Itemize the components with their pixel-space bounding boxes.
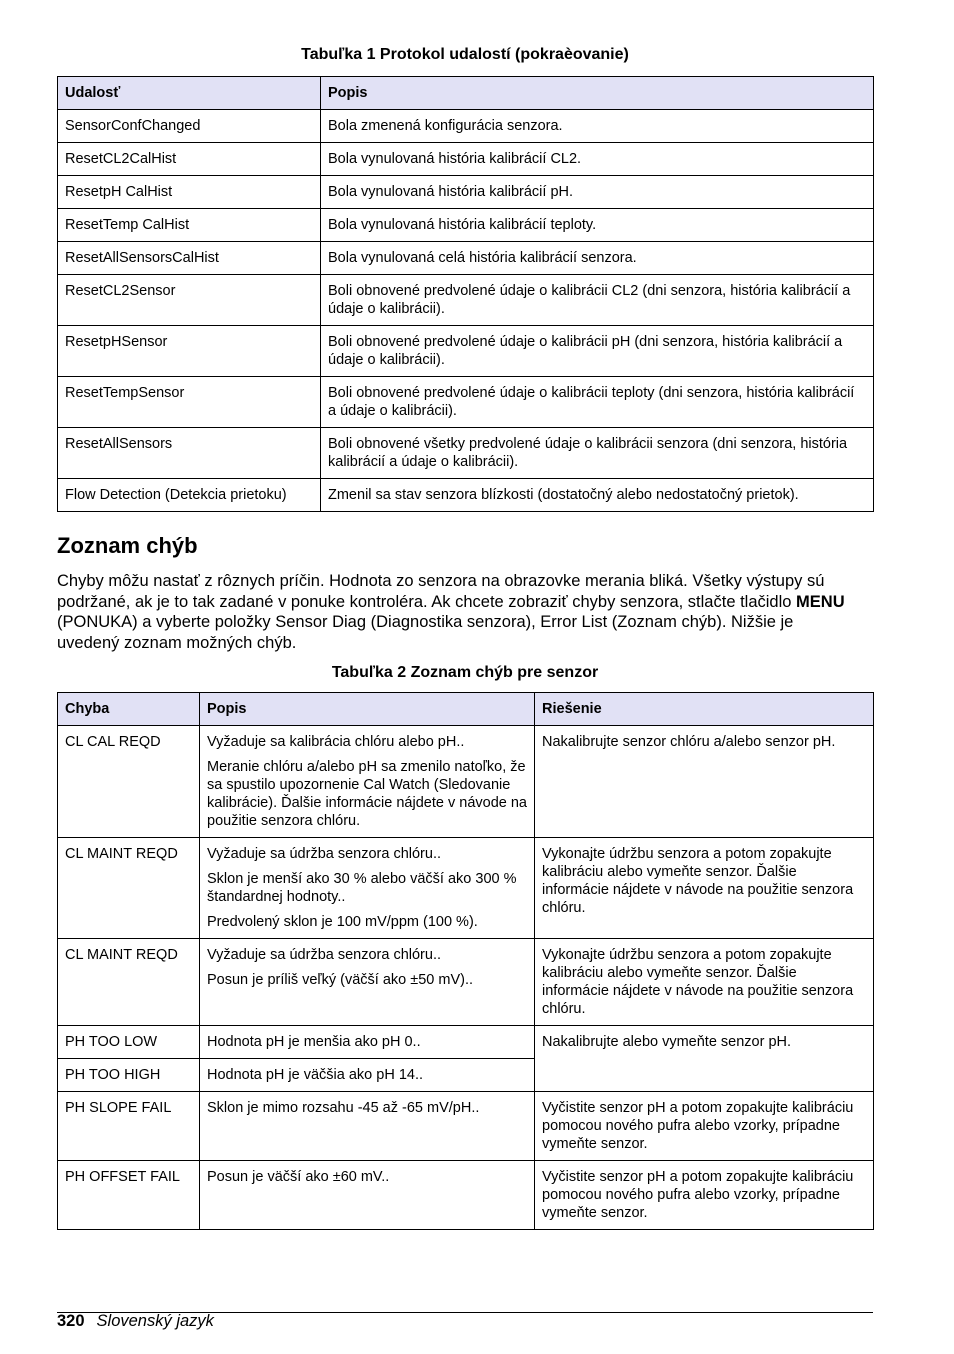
description-line: Sklon je menší ako 30 % alebo väčší ako 300 % štandardnej hodnoty.. [207,871,517,905]
table-row [58,110,874,143]
error-description [200,1161,535,1230]
intro-menu-keyword: MENU [796,592,845,611]
page-footer [57,1312,214,1331]
intro-text-part1: Chyby môžu nastať z rôznych príčin. Hodnota zo senzora na obrazovke merania bliká. Všetky výstupy sú podržané, ak je to tak zadané v ponuke kontroléra. Ak chcete zobraziť chyby senzora, stlačte tlačidlo [57,572,825,611]
description-line: Vyžaduje sa kalibrácia chlóru alebo pH.. [207,734,465,750]
section-title: Zoznam chýb [57,533,198,558]
description-line: Meranie chlóru a/alebo pH sa zmenilo natoľko, že sa spustilo upozornenie Cal Watch (Sledovanie kalibrácie). Ďalšie informácie nájdete v návode na použitie senzora chlóru. [207,759,527,829]
footer-language: Slovenský jazyk [96,1312,214,1330]
error-code: CL MAINT REQD [58,939,200,1026]
table-row [58,176,874,209]
table-row [58,377,874,428]
table2-caption: Tabuľka 2 Zoznam chýb pre senzor [331,664,599,681]
table-header-row [58,693,874,726]
description-line: Posun je väčší ako ±60 mV.. [207,1169,390,1185]
event-name: ResetTemp CalHist [58,209,321,242]
table-row [58,479,874,512]
error-description [200,1026,535,1059]
table-row [58,1092,874,1161]
error-description [200,726,535,838]
error-description [200,1092,535,1161]
table-row [58,143,874,176]
table-row [58,939,874,1026]
description-line: Hodnota pH je menšia ako pH 0.. [207,1034,421,1050]
column-header-event: Udalosť [58,77,321,110]
description-line: Vyžaduje sa údržba senzora chlóru.. [207,947,442,963]
error-code: CL MAINT REQD [58,838,200,939]
table-row [58,275,874,326]
event-description: Bola zmenená konfigurácia senzora. [321,110,874,143]
table-row [58,726,874,838]
column-header-description: Popis [200,693,535,726]
description-line: Sklon je mimo rozsahu -45 až -65 mV/pH.. [207,1100,480,1116]
table-row [58,209,874,242]
description-line: Hodnota pH je väčšia ako pH 14.. [207,1067,424,1083]
table-row [58,428,874,479]
table-row [58,242,874,275]
event-description: Bola vynulovaná história kalibrácií CL2. [321,143,874,176]
error-solution: Nakalibrujte senzor chlóru a/alebo senzor pH. [535,726,874,838]
table-header-row [58,77,874,110]
event-name: ResetCL2Sensor [58,275,321,326]
description-line: Vyžaduje sa údržba senzora chlóru.. [207,846,442,862]
event-description: Bola vynulovaná história kalibrácií teploty. [321,209,874,242]
error-description [200,838,535,939]
error-code: PH TOO LOW [58,1026,200,1059]
column-header-description: Popis [321,77,874,110]
event-name: ResetCL2CalHist [58,143,321,176]
event-name: SensorConfChanged [58,110,321,143]
error-solution: Vyčistite senzor pH a potom zopakujte kalibráciu pomocou nového pufra alebo vzorky, prípadne vymeňte senzor. [535,1161,874,1230]
sensor-error-table [57,692,874,1230]
error-description [200,1059,535,1092]
intro-paragraph [57,571,857,653]
event-description: Zmenil sa stav senzora blízkosti (dostatočný alebo nedostatočný prietok). [321,479,874,512]
column-header-error: Chyba [58,693,200,726]
event-name: ResetAllSensorsCalHist [58,242,321,275]
event-name: ResetpH CalHist [58,176,321,209]
event-name: Flow Detection (Detekcia prietoku) [58,479,321,512]
error-solution: Vykonajte údržbu senzora a potom zopakujte kalibráciu alebo vymeňte senzor. Ďalšie informácie nájdete v návode na použitie senzora chlóru. [535,838,874,939]
error-code: PH TOO HIGH [58,1059,200,1092]
error-solution: Nakalibrujte alebo vymeňte senzor pH. [535,1026,874,1092]
table1-caption: Tabuľka 1 Protokol udalostí (pokraèovanie) [301,46,629,63]
error-code: CL CAL REQD [58,726,200,838]
table-row [58,838,874,939]
column-header-solution: Riešenie [535,693,874,726]
table-row [58,1026,874,1059]
error-description [200,939,535,1026]
event-description: Boli obnovené predvolené údaje o kalibrácii pH (dni senzora, história kalibrácií a údaje o kalibrácii). [321,326,874,377]
event-log-table [57,76,874,512]
event-name: ResetAllSensors [58,428,321,479]
error-solution: Vyčistite senzor pH a potom zopakujte kalibráciu pomocou nového pufra alebo vzorky, prípadne vymeňte senzor. [535,1092,874,1161]
event-description: Boli obnovené všetky predvolené údaje o kalibrácii senzora (dni senzora, história kalibrácií a údaje o kalibrácii). [321,428,874,479]
event-description: Boli obnovené predvolené údaje o kalibrácii CL2 (dni senzora, história kalibrácií a údaje o kalibrácii). [321,275,874,326]
description-line: Predvolený sklon je 100 mV/ppm (100 %). [207,914,478,930]
table-row [58,1161,874,1230]
event-description: Bola vynulovaná história kalibrácií pH. [321,176,874,209]
error-code: PH SLOPE FAIL [58,1092,200,1161]
error-solution: Vykonajte údržbu senzora a potom zopakujte kalibráciu alebo vymeňte senzor. Ďalšie informácie nájdete v návode na použitie senzora chlóru. [535,939,874,1026]
event-description: Boli obnovené predvolené údaje o kalibrácii teploty (dni senzora, história kalibrácií a údaje o kalibrácii). [321,377,874,428]
error-code: PH OFFSET FAIL [58,1161,200,1230]
table-row [58,326,874,377]
event-name: ResetTempSensor [58,377,321,428]
intro-text-part2: (PONUKA) a vyberte položky Sensor Diag (Diagnostika senzora), Error List (Zoznam chýb). Nižšie je uvedený zoznam možných chýb. [57,613,794,652]
description-line: Posun je príliš veľký (väčší ako ±50 mV).. [207,972,474,988]
event-name: ResetpHSensor [58,326,321,377]
page-number: 320 [57,1312,85,1330]
event-description: Bola vynulovaná celá história kalibrácií senzora. [321,242,874,275]
